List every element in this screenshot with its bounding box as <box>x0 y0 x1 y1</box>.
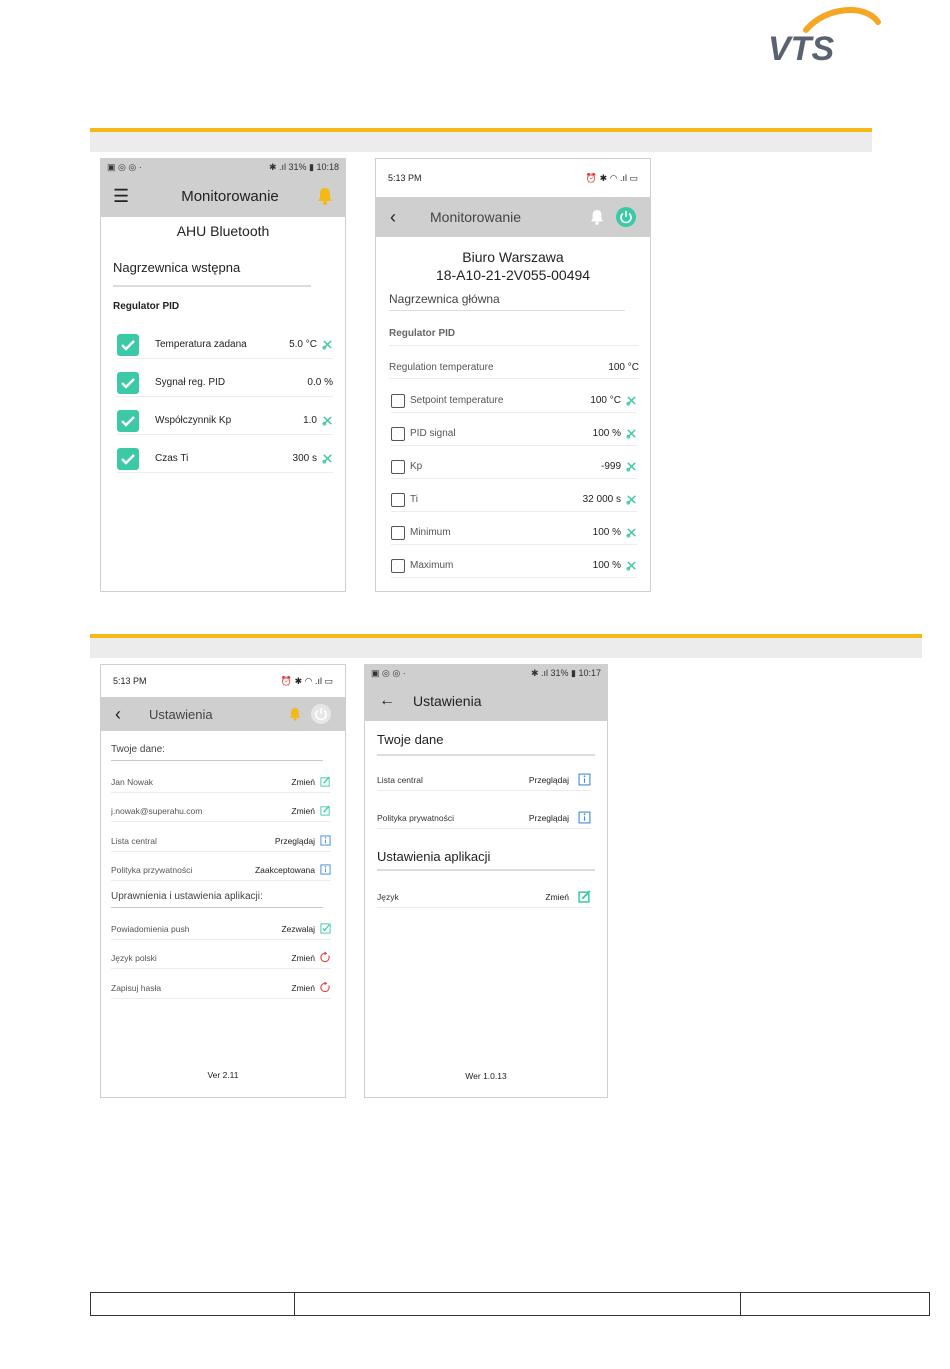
checkbox-checked[interactable] <box>117 448 139 470</box>
setting-label: Polityka prywatności <box>377 812 455 823</box>
section-heading: Nagrzewnica główna <box>389 292 500 306</box>
device-name: AHU Bluetooth <box>176 223 270 239</box>
footer-cell-middle <box>295 1293 741 1315</box>
section-heading-permissions: Uprawnienia i ustawienia aplikacji: <box>111 891 263 902</box>
checkbox-unchecked[interactable] <box>391 493 405 507</box>
group-label: Regulator PID <box>389 328 456 339</box>
status-bar <box>101 159 345 175</box>
param-label: PID signal <box>410 428 456 439</box>
param-value: 5.0 °C <box>289 339 317 350</box>
edit-icon[interactable] <box>320 805 331 816</box>
param-label: Współczynnik Kp <box>155 415 232 426</box>
param-label: Sygnał reg. PID <box>155 377 226 388</box>
checkbox-checked[interactable] <box>117 372 139 394</box>
param-label: Regulation temperature <box>389 362 494 373</box>
setting-action[interactable]: Przeglądaj <box>528 774 569 785</box>
param-row-minimum[interactable] <box>391 521 637 545</box>
status-bar <box>101 665 345 697</box>
status-icons-right: ⏰ ✱ ◠ .ıl ▭ <box>585 172 638 183</box>
setting-action[interactable]: Zezwalaj <box>281 923 315 934</box>
setting-action[interactable]: Zmień <box>291 805 315 816</box>
param-row-ti[interactable] <box>391 488 637 512</box>
edit-scissors-icon[interactable] <box>322 453 333 464</box>
info-icon[interactable] <box>320 864 331 875</box>
section-heading-app-settings: Ustawienia aplikacji <box>377 849 491 864</box>
refresh-icon[interactable] <box>320 952 331 963</box>
setting-action[interactable]: Zmień <box>545 891 569 902</box>
phone-monitoring-office <box>375 158 651 592</box>
section-heading-your-data: Twoje dane: <box>111 744 165 755</box>
edit-scissors-icon[interactable] <box>626 461 637 472</box>
vts-logo <box>766 4 886 68</box>
param-row-kp[interactable] <box>117 407 333 435</box>
check-icon <box>120 453 136 465</box>
settings-row-language[interactable] <box>377 886 591 908</box>
param-label: Maximum <box>410 560 454 571</box>
param-value: 100 % <box>592 527 621 538</box>
setting-label: Język <box>377 891 399 902</box>
settings-row-email[interactable] <box>111 800 331 822</box>
setting-action[interactable]: Zmień <box>291 982 315 993</box>
phone-settings-new <box>100 664 346 1098</box>
status-time: 5:13 PM <box>113 676 147 686</box>
app-bar <box>365 681 607 721</box>
back-arrow-icon[interactable]: ← <box>379 692 395 709</box>
param-row-pid-signal[interactable] <box>391 422 637 446</box>
settings-row-central-list[interactable] <box>377 769 591 791</box>
param-value: 100 °C <box>590 395 621 406</box>
status-bar <box>365 665 607 681</box>
param-label: Ti <box>410 494 418 505</box>
status-icons-right: ⏰ ✱ ◠ .ıl ▭ <box>280 675 333 686</box>
setting-action[interactable]: Zmień <box>291 776 315 787</box>
status-icons-left: ▣ ◎ ◎ · <box>371 667 406 678</box>
settings-row-name[interactable] <box>111 771 331 793</box>
setting-action[interactable]: Zaakceptowana <box>254 864 315 875</box>
bell-icon[interactable] <box>590 209 604 225</box>
edit-icon[interactable] <box>320 776 331 787</box>
check-icon <box>120 339 136 351</box>
page-title: Monitorowanie <box>430 209 522 225</box>
param-label: Kp <box>410 461 423 472</box>
checkbox-unchecked[interactable] <box>391 526 405 540</box>
setting-action[interactable]: Przeglądaj <box>528 812 569 823</box>
param-value: -999 <box>600 461 621 472</box>
refresh-icon[interactable] <box>320 982 331 993</box>
param-value: 100 % <box>592 560 621 571</box>
param-value: 100 °C <box>608 362 639 373</box>
app-bar <box>376 197 650 237</box>
setting-label: Polityka przywatności <box>111 864 193 875</box>
edit-scissors-icon[interactable] <box>322 415 333 426</box>
param-row-maximum[interactable] <box>391 554 637 578</box>
edit-scissors-icon[interactable] <box>626 527 637 538</box>
app-bar <box>101 175 345 217</box>
param-value: 100 % <box>592 428 621 439</box>
setting-label: Zapisuj hasła <box>111 982 162 993</box>
back-chevron-icon[interactable]: ‹ <box>115 703 121 724</box>
status-bar <box>376 159 650 197</box>
device-id: 18-A10-21-2V055-00494 <box>435 267 591 283</box>
edit-scissors-icon[interactable] <box>626 494 637 505</box>
param-value: 1.0 <box>303 415 317 426</box>
footer-table <box>90 1292 930 1316</box>
param-label: Temperatura zadana <box>155 339 247 350</box>
section-heading: Nagrzewnica wstępna <box>113 260 241 275</box>
back-chevron-icon[interactable]: ‹ <box>390 206 396 227</box>
edit-scissors-icon[interactable] <box>322 339 333 350</box>
group-label: Regulator PID <box>113 301 180 312</box>
regulation-temperature-row <box>389 357 639 379</box>
status-icons-right: ✱ .ıl 31% ▮ 10:17 <box>530 667 601 678</box>
app-version: Wer 1.0.13 <box>465 1071 507 1081</box>
checkbox-unchecked[interactable] <box>391 394 405 408</box>
section-underline <box>113 285 311 287</box>
checkbox-unchecked[interactable] <box>391 427 405 441</box>
bell-icon[interactable] <box>289 707 301 721</box>
section-underline <box>377 869 595 871</box>
settings-row-central-list[interactable] <box>111 830 331 852</box>
page-title: Ustawienia <box>413 693 482 709</box>
edit-scissors-icon[interactable] <box>626 560 637 571</box>
power-icon[interactable] <box>616 207 636 227</box>
section-underline <box>377 754 595 756</box>
check-icon <box>120 377 136 389</box>
phone-monitoring-bluetooth <box>100 158 346 592</box>
setting-label: Powiadomienia push <box>111 923 190 934</box>
app-version: Ver 2.11 <box>207 1070 239 1080</box>
section-underline <box>111 907 323 908</box>
page-title: Monitorowanie <box>181 187 279 205</box>
param-value: 32 000 s <box>582 494 621 505</box>
info-icon[interactable] <box>578 811 591 824</box>
param-label: Czas Ti <box>155 453 189 464</box>
edit-scissors-icon[interactable] <box>626 428 637 439</box>
settings-row-push[interactable] <box>111 918 331 940</box>
checkbox-checked[interactable] <box>117 334 139 356</box>
settings-row-language[interactable] <box>111 947 331 969</box>
param-row-setpoint[interactable] <box>117 331 333 359</box>
section-heading-your-data: Twoje dane <box>377 732 444 747</box>
info-icon[interactable] <box>320 835 331 846</box>
setting-label: Lista central <box>377 774 423 785</box>
setting-label: Jan Nowak <box>111 776 154 787</box>
footer-cell-left <box>91 1293 295 1315</box>
section-band-bottom <box>90 638 922 658</box>
device-name: Biuro Warszawa <box>462 249 564 265</box>
param-row-setpoint[interactable] <box>391 389 637 413</box>
setting-action[interactable]: Zmień <box>291 952 315 963</box>
vts-logo-icon <box>766 4 886 68</box>
edit-scissors-icon[interactable] <box>626 395 637 406</box>
app-bar <box>101 697 345 731</box>
settings-row-privacy[interactable] <box>377 807 591 829</box>
section-band-top <box>90 132 872 152</box>
status-time: 5:13 PM <box>388 173 422 183</box>
bell-icon[interactable] <box>317 187 333 205</box>
footer-cell-right <box>741 1293 929 1315</box>
section-underline <box>389 310 625 311</box>
settings-row-save-passwords[interactable] <box>111 977 331 999</box>
param-row-ti[interactable] <box>117 445 333 473</box>
phone-settings-old <box>364 664 608 1098</box>
param-value: 0.0 % <box>307 377 333 388</box>
section-underline <box>111 760 323 761</box>
edit-icon[interactable] <box>578 890 591 903</box>
checkbox-checked[interactable] <box>117 410 139 432</box>
param-row-kp[interactable] <box>391 455 637 479</box>
param-label: Setpoint temperature <box>410 395 504 406</box>
group-underline <box>389 345 639 346</box>
checkbox-unchecked[interactable] <box>391 460 405 474</box>
setting-label: Lista central <box>111 835 157 846</box>
menu-icon[interactable]: ☰ <box>113 185 130 206</box>
checkbox-check-icon[interactable] <box>320 923 331 934</box>
setting-action[interactable]: Przeglądaj <box>274 835 315 846</box>
setting-label: j.nowak@superahu.com <box>111 805 203 816</box>
info-icon[interactable] <box>578 773 591 786</box>
param-value: 300 s <box>292 453 317 464</box>
checkbox-unchecked[interactable] <box>391 559 405 573</box>
setting-label: Język polski <box>111 952 157 963</box>
status-icons-right: ✱ .ıl 31% ▮ 10:18 <box>268 161 339 172</box>
param-label: Minimum <box>410 527 451 538</box>
page-title: Ustawienia <box>149 706 213 722</box>
check-icon <box>120 415 136 427</box>
svg-text:VTS: VTS <box>768 30 835 68</box>
settings-row-privacy[interactable] <box>111 859 331 881</box>
status-icons-left: ▣ ◎ ◎ · <box>107 161 142 172</box>
param-row-pid-signal[interactable] <box>117 369 333 397</box>
power-icon[interactable] <box>311 704 331 724</box>
